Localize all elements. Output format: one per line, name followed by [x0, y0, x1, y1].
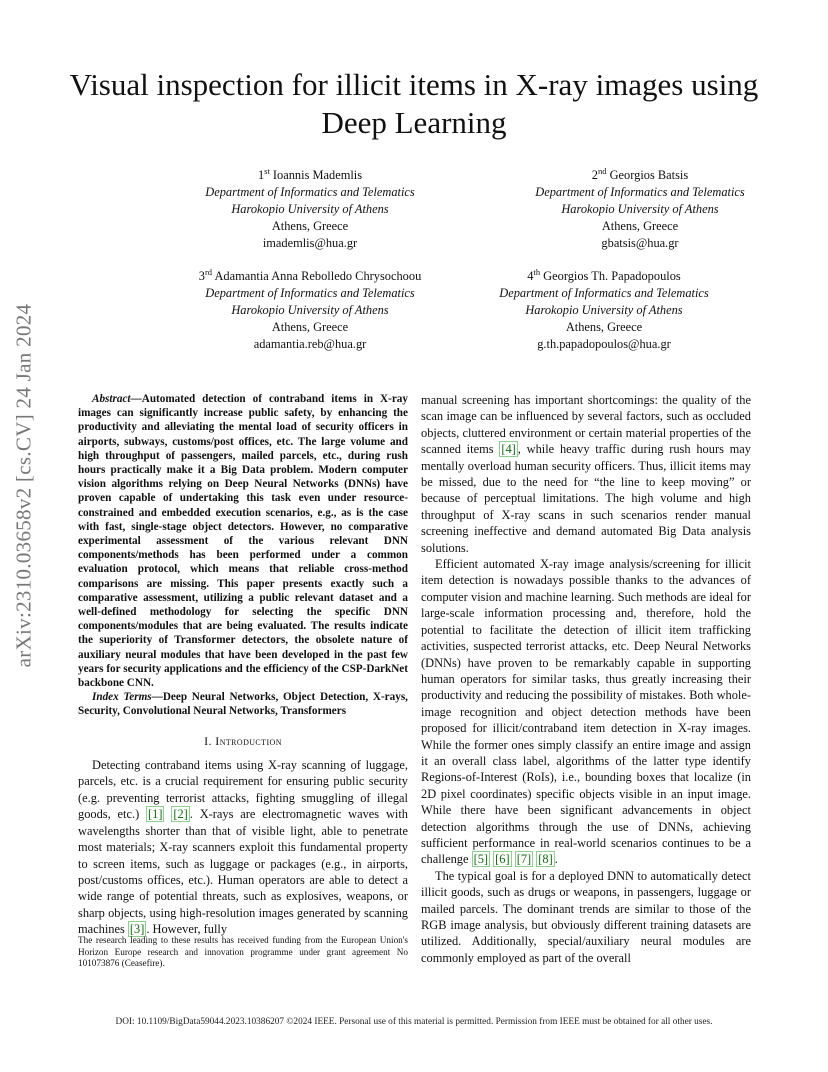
citation-link[interactable]: [3] — [129, 922, 145, 937]
left-column — [78, 392, 408, 938]
funding-footnote: The research leading to these results has received funding from the European Union's Horizon Europe research and innovation programme under grant agreement No 101073876 (Ceasefire). — [78, 935, 408, 969]
arxiv-identifier: arXiv:2310.03658v2 [cs.CV] 24 Jan 2024 — [11, 303, 36, 667]
author-name: 4th Georgios Th. Papadopoulos — [527, 267, 681, 284]
index-terms-label: Index Terms — [92, 691, 152, 704]
abstract-label: Abstract — [92, 393, 131, 405]
author-email[interactable]: adamantia.reb@hua.gr — [253, 337, 367, 352]
abstract — [78, 392, 408, 690]
author-university: Harokopio University of Athens — [561, 202, 719, 217]
citation-link[interactable]: [5] — [473, 852, 489, 867]
right-column — [421, 392, 751, 966]
author-location: Athens, Greece — [271, 219, 349, 234]
author-university: Harokopio University of Athens — [231, 202, 389, 217]
section-heading-introduction: I. Introduction — [204, 733, 282, 748]
author-block-4 — [444, 264, 764, 353]
author-university: Harokopio University of Athens — [525, 303, 683, 318]
author-location: Athens, Greece — [601, 219, 679, 234]
index-terms-text: —Deep Neural Networks, Object Detection, X-rays, Security, Convolutional Neural Networks, Transformers — [78, 691, 408, 718]
body-paragraph: The typical goal is for a deployed DNN to automatically detect illicit goods, such as drugs or weapons, in passengers, luggage or mailed parcels. The dominant trends are similar to those of the RGB image analysis, but obviously different training datasets are utilized. Additionally, special/auxiliary neural modules are commonly employed as part of the overall — [421, 868, 751, 965]
author-location: Athens, Greece — [271, 320, 349, 335]
author-university: Harokopio University of Athens — [231, 303, 389, 318]
author-department: Department of Informatics and Telematics — [499, 286, 709, 301]
author-department: Department of Informatics and Telematics — [205, 286, 415, 301]
author-email[interactable]: gbatsis@hua.gr — [601, 236, 679, 251]
citation-link[interactable]: [1] — [148, 807, 163, 822]
author-block-3 — [150, 264, 470, 353]
arxiv-sidebar — [4, 290, 44, 680]
citation-link[interactable]: [7] — [516, 852, 532, 867]
author-block-1 — [150, 163, 470, 252]
copyright-footer: DOI: 10.1109/BigData59044.2023.10386207 ©2024 IEEE. Personal use of this material is permitted. Permission from IEEE must be obtained for all other uses. — [115, 1017, 713, 1027]
abstract-text: —Automated detection of contraband items in X-ray images can significantly increase public safety, by enhancing the productivity and alleviating the mental load of security officers in airports, subways, customs/post offices, etc. The large volume and high throughput of passengers, mailed parcels, etc., during rush hours practically make it a Big Data problem. Modern computer vision algorithms relying on Deep Neural Networks (DNNs) have proven capable of undertaking this task even under resource-constrained and embedded execution scenarios, e.g., as is the case with fast, single-stage object detectors. However, no comparative experimental assessment of the various relevant DNN components/methods has been performed under a common evaluation protocol, which means that reliable cross-method comparisons are missing. This paper presents exactly such a comparative assessment, utilizing a public relevant dataset and a well-defined methodology for selecting the specific DNN components/modules that are being evaluated. The results indicate the superiority of Transformer detectors, the obsolete nature of auxiliary neural modules that have been developed in the past few years for security applications and the efficiency of the CSP-DarkNet backbone CNN. — [78, 393, 408, 690]
author-email[interactable]: g.th.papadopoulos@hua.gr — [537, 337, 671, 352]
body-paragraph: Efficient automated X-ray image analysis/screening for illicit item detection is nowadays possible thanks to the advances of computer vision and machine learning. Such methods are ideal for large-scale information processing and, therefore, hold the potential to facilitate the detection of illicit item trafficking activities, suspected terrorist attacks, etc. Deep Neural Networks (DNNs) have proven to be remarkably capable in supporting human operators for similar tasks, thus greatly increasing their productivity and reducing the possibility of mistakes. Both whole-image recognition and object detection methods have been proposed for illicit/contraband item detection in X-ray images. While the former ones simply classify an entire image and assign it an overall class label, algorithms of the latter type identify Regions-of-Interest (RoIs), i.e., bounding boxes that localize (in 2D pixel coordinates) specific objects visible in an input image. While there have been significant advancements in object detection algorithms through the use of DNNs, achieving sufficient performance in real-world scenarios continues to be a challenge [5] [6] [7] [8] . — [421, 557, 751, 867]
body-paragraph: manual screening has important shortcomings: the quality of the scan image can be influenced by several factors, such as occluded objects, cluttered environment or certain material properties of the scanned items [4] , while heavy traffic during rush hours may mentally overload human security officers. Thus, illicit items may be missed, due to the need for “the line to keep moving” or because of perceptual limitations. The high volume and high throughput of X-ray scans in such scenarios render manual screening ineffective and demand automated Big Data analysis solutions. — [421, 393, 751, 555]
paper-title: Visual inspection for illicit items in X-ray images using Deep Learning — [69, 67, 759, 140]
citation-link[interactable]: [4] — [501, 442, 516, 457]
index-terms — [78, 690, 408, 718]
author-name: 3rd Adamantia Anna Rebolledo Chrysochoou — [198, 267, 422, 284]
author-department: Department of Informatics and Telematics — [535, 185, 745, 200]
citation-link[interactable]: [8] — [538, 852, 553, 867]
author-email[interactable]: imademlis@hua.gr — [262, 236, 358, 251]
author-name: 2nd Georgios Batsis — [591, 166, 689, 183]
author-block-2 — [480, 163, 800, 252]
citation-link[interactable]: [6] — [495, 852, 510, 867]
author-location: Athens, Greece — [565, 320, 643, 335]
author-department: Department of Informatics and Telematics — [205, 185, 415, 200]
author-name: 1st Ioannis Mademlis — [257, 166, 363, 183]
citation-link[interactable]: [2] — [173, 807, 188, 822]
intro-paragraph-1: Detecting contraband items using X-ray scanning of luggage, parcels, etc. is a crucial requirement for ensuring public security (e.g. preventing terrorist attacks, fighting smuggling of illegal goods, etc.) [1] [2] . X-rays are electromagnetic waves with wavelengths shorter than that of visible light, able to penetrate most materials; X-ray scanners exploit this fundamental property to screen items, such as luggage or packages (e.g., in airports, post/customs offices, etc.). Human operators are able to detect a wide range of potential threats, such as explosives, weapons, or sharp objects, using high-resolution images generated by scanning machines [3] . However, fully — [78, 758, 408, 937]
